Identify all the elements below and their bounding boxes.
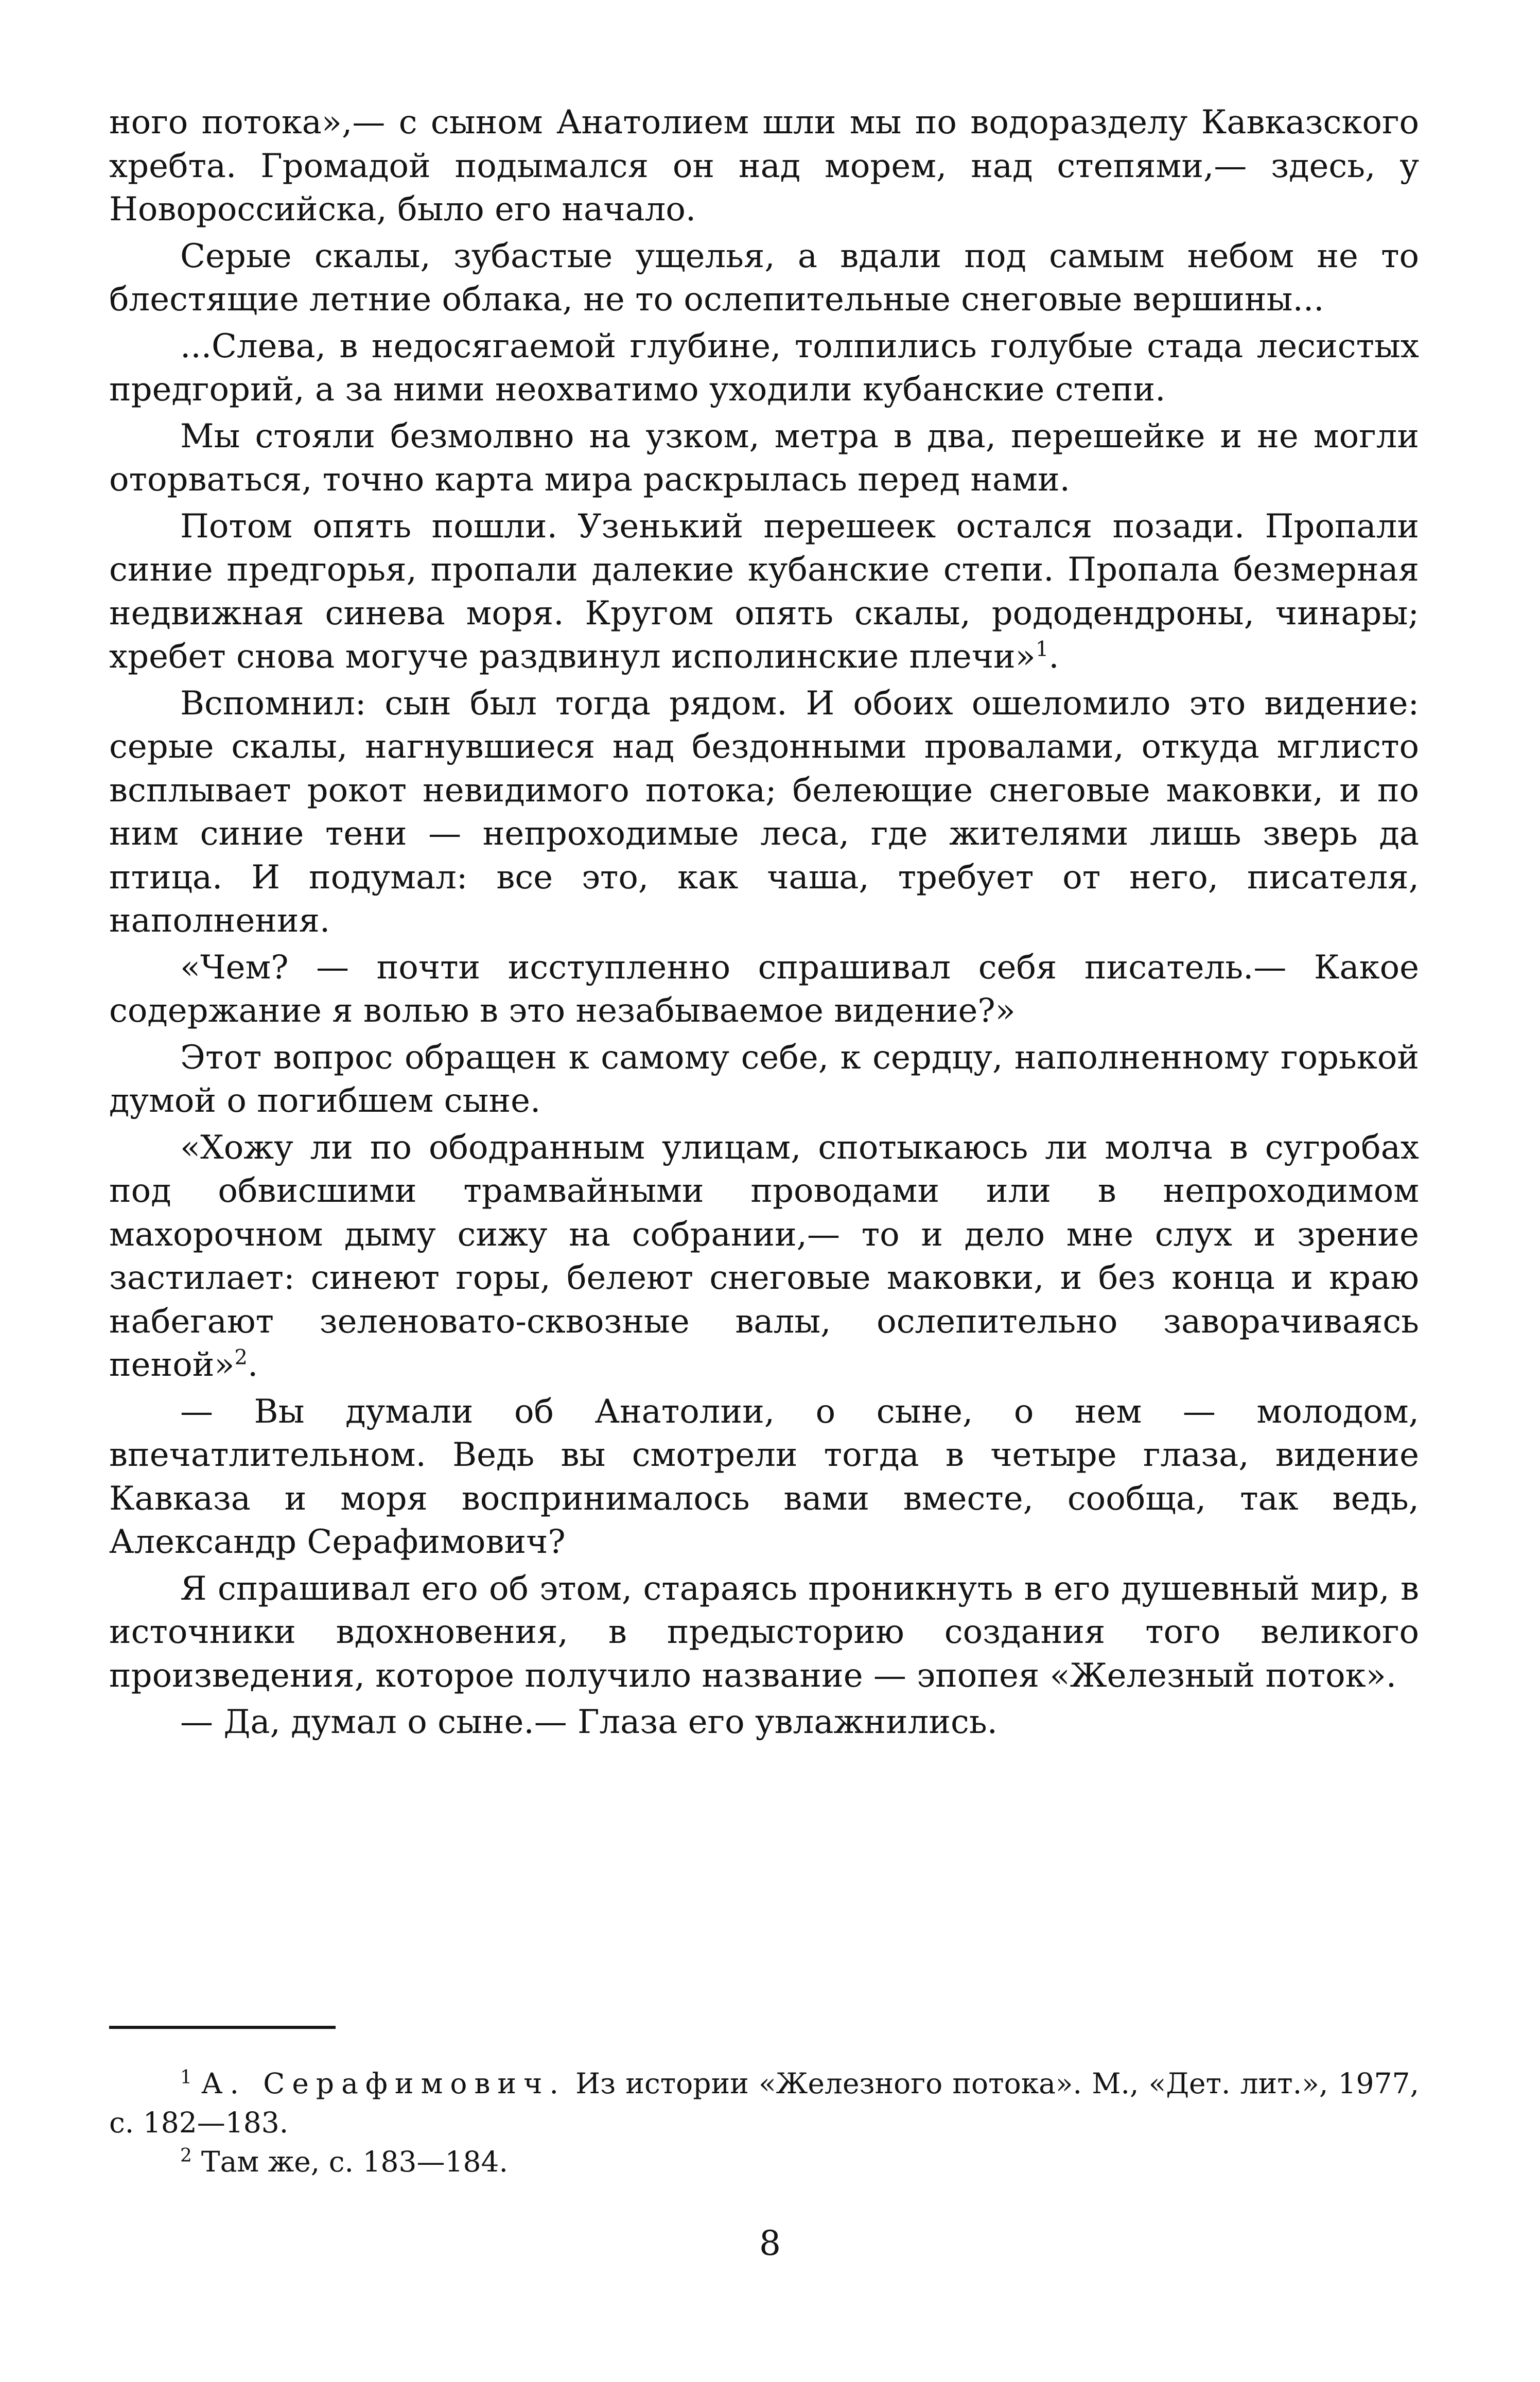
paragraph: «Чем? — почти исступленно спрашивал себя писатель.— Какое содержание я волью в это незабываемое видение?» (109, 948, 1419, 1030)
paragraph-text: «Хожу ли по ободранным улицам, спотыкаюсь ли молча в сугробах под обвисшими трамвайными проводами или в непроходимом махорочном дыму сижу на собрании,— то и дело мне слух и зрение застилает: синеют горы, белеют снеговые маковки, и без конца и краю набегают зеленовато-сквозные валы, ослепительно заворачиваясь пеной» (109, 1128, 1419, 1384)
paragraph: ного потока»,— с сыном Анатолием шли мы по водоразделу Кавказского хребта. Громадой подымался он над морем, над степями,— здесь, у Новороссийска, было его начало. (109, 103, 1419, 229)
footnote-divider (109, 2026, 336, 2029)
footnote-1 (109, 2064, 1419, 2142)
footnote-ref-trailing: . (1048, 638, 1059, 676)
footnote-2 (109, 2142, 1419, 2181)
footnote-text: Из истории «Железного потока». М., «Дет. лит.», 1977, с. 182—183. (109, 2067, 1419, 2139)
page-number: 8 (759, 2223, 781, 2263)
paragraph: ...Слева, в недосягаемой глубине, толпились голубые стада лесистых предгорий, а за ними неохватимо уходили кубанские степи. (109, 327, 1419, 409)
paragraph: Серые скалы, зубастые ущелья, а вдали под самым небом не то блестящие летние облака, не то ослепительные снеговые вершины... (109, 237, 1419, 319)
main-text (109, 101, 1419, 1747)
footnote-ref-1: 1 (1035, 637, 1049, 661)
footnote-marker: 2 (180, 2145, 192, 2166)
footnotes (109, 2064, 1419, 2181)
footnote-text: Там же, с. 183—184. (201, 2145, 508, 2178)
footnote-marker: 1 (180, 2066, 192, 2088)
footnote-author: А. Серафимович. (201, 2067, 566, 2100)
paragraph: Я спрашивал его об этом, стараясь проникнуть в его душевный мир, в источники вдохновения, в предысторию создания того великого произведения, которое получило название — эпопея «Железный поток». (109, 1569, 1419, 1695)
footnote-ref-2: 2 (234, 1345, 248, 1370)
paragraph: — Вы думали об Анатолии, о сыне, о нем — молодом, впечатлительном. Ведь вы смотрели тогда в четыре глаза, видение Кавказа и моря воспринималось вами вместе, сообща, так ведь, Александр Серафимович? (109, 1392, 1419, 1561)
paragraph: Мы стояли безмолвно на узком, метра в два, перешейке и не могли оторваться, точно карта мира раскрылась перед нами. (109, 417, 1419, 499)
footnote-ref-trailing: . (247, 1346, 258, 1384)
paragraph-text: Потом опять пошли. Узенький перешеек остался позади. Пропали синие предгорья, пропали далекие кубанские степи. Пропала безмерная недвижная синева моря. Кругом опять скалы, рододендроны, чинары; хребет снова могуче раздвинул исполинские плечи» (109, 507, 1419, 676)
paragraph-with-footnote (109, 1126, 1419, 1387)
paragraph: Вспомнил: сын был тогда рядом. И обоих ошеломило это видение: серые скалы, нагнувшиеся над бездонными провалами, откуда мглисто всплывает рокот невидимого потока; белеющие снеговые маковки, и по ним синие тени — непроходимые леса, где жителями лишь зверь да птица. И подумал: все это, как чаша, требует от него, писателя, наполнения. (109, 684, 1419, 940)
paragraph: — Да, думал о сыне.— Глаза его увлажнились. (180, 1703, 997, 1741)
paragraph-with-footnote (109, 505, 1419, 679)
paragraph: Этот вопрос обращен к самому себе, к сердцу, наполненному горькой думой о погибшем сыне. (109, 1038, 1419, 1120)
